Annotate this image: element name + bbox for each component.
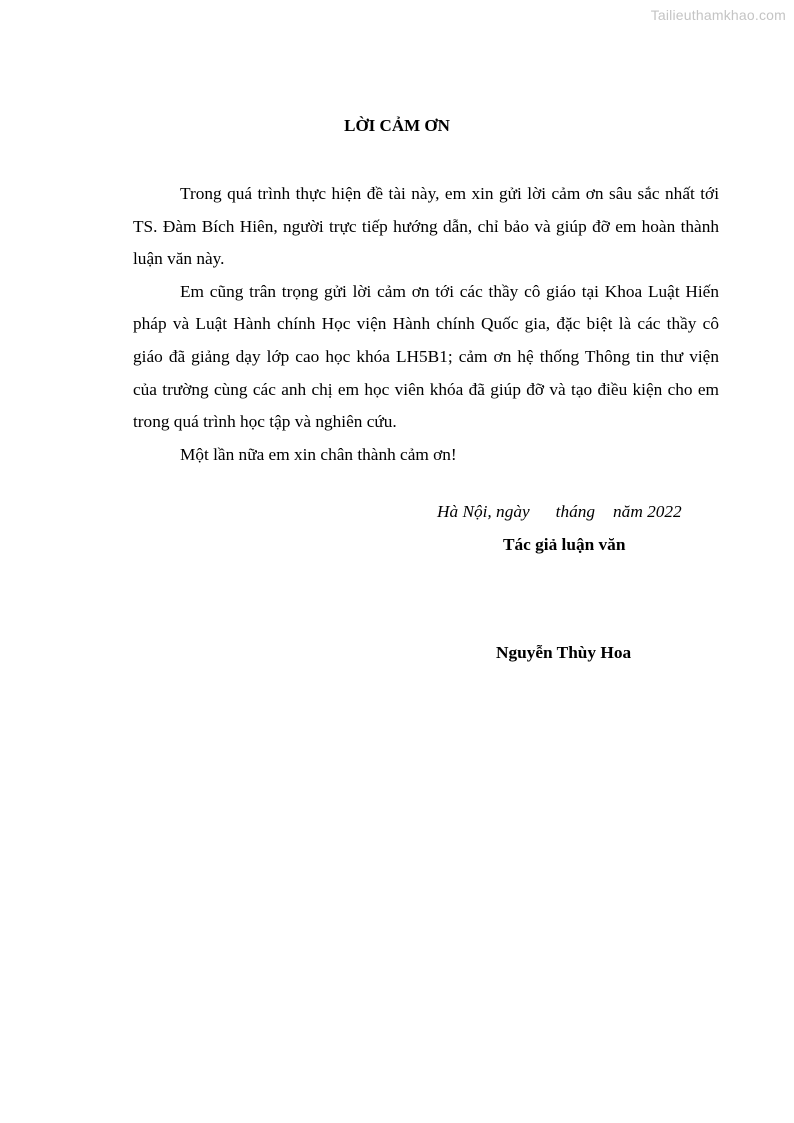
- date-month: tháng: [555, 502, 596, 521]
- page-title: LỜI CẢM ƠN: [344, 116, 450, 135]
- author-name: Nguyễn Thùy Hoa: [496, 643, 632, 662]
- date-line: [437, 502, 682, 522]
- date-year: năm 2022: [613, 502, 682, 521]
- watermark-text: Tailieuthamkhao.com: [650, 7, 786, 23]
- paragraph-2: Em cũng trân trọng gửi lời cảm ơn tới các thầy cô giáo tại Khoa Luật Hiến pháp và Luật Hành chính Học viện Hành chính Quốc gia, đặc biệt là các thầy cô giáo đã giảng dạy lớp cao học khóa LH5B1; cảm ơn hệ thống Thông tin thư viện của trường cùng các anh chị em học viên khóa đã giúp đỡ và tạo điều kiện cho em trong quá trình học tập và nghiên cứu.: [133, 281, 719, 432]
- author-role: Tác giả luận văn: [503, 535, 626, 554]
- date-place-day: Hà Nội, ngày: [437, 502, 530, 521]
- acknowledgement-body: [133, 178, 719, 471]
- paragraph-3: Một lần nữa em xin chân thành cảm ơn!: [180, 444, 457, 464]
- paragraph-1: Trong quá trình thực hiện đề tài này, em xin gửi lời cảm ơn sâu sắc nhất tới TS. Đàm Bích Hiên, người trực tiếp hướng dẫn, chỉ bảo và giúp đỡ em hoàn thành luận văn này.: [133, 184, 719, 269]
